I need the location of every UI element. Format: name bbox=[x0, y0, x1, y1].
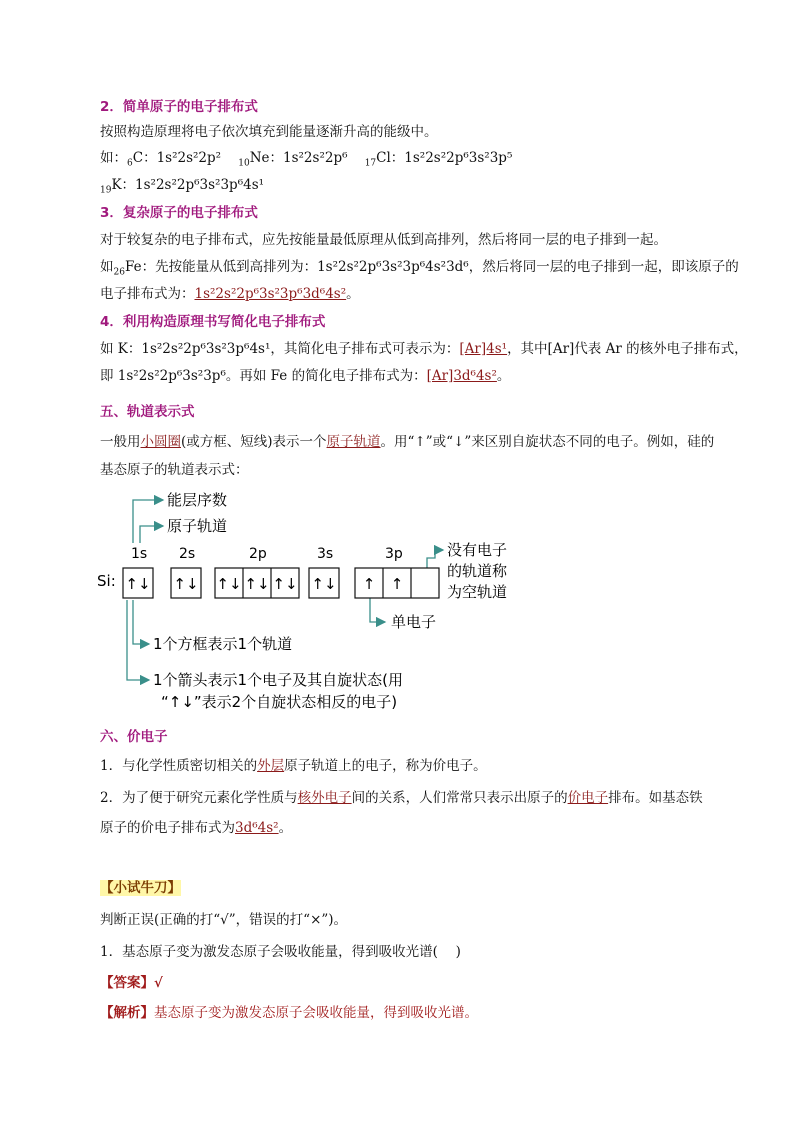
text: 电子排布式为： bbox=[100, 286, 195, 302]
text: Fe：先按能量从低到高排列为：1s²2s²2p⁶3s²3p⁶4s²3d⁶，然后将同一层的电子排到一起，即该原子的 bbox=[124, 259, 739, 275]
explanation-tag: 【解析】 bbox=[100, 1005, 154, 1021]
paragraph: 对于较复杂的电子排布式，应先按能量最低原理从低到高排列，然后将同一层的电子排到一起。 bbox=[100, 232, 667, 248]
paragraph bbox=[100, 257, 739, 283]
quiz-tag-text: 【小试牛刀】 bbox=[100, 880, 181, 896]
section-heading-orbital-diagram: 五、轨道表示式 bbox=[100, 404, 195, 420]
text: (或方框、短线)表示一个 bbox=[181, 434, 327, 450]
section-heading-simplified-config: 4．利用构造原理书写简化电子排布式 bbox=[100, 314, 326, 330]
section-heading-valence: 六、价电子 bbox=[100, 729, 168, 745]
orbital-diagram bbox=[95, 488, 535, 718]
paragraph bbox=[100, 432, 714, 452]
paragraph bbox=[100, 284, 360, 304]
arrow-note: “↑↓”表示2个自旋状态相反的电子) bbox=[161, 693, 398, 711]
example-line bbox=[100, 175, 264, 201]
empty-orbital-note: 没有电子 bbox=[447, 541, 508, 559]
text: 一般用 bbox=[100, 434, 141, 450]
text: 。 bbox=[496, 368, 511, 384]
answer-value: √ bbox=[154, 975, 163, 991]
atomic-number: 6 bbox=[127, 158, 133, 169]
answer-blank: 核外电子 bbox=[297, 790, 352, 806]
answer-blank: 3d⁶4s² bbox=[235, 820, 279, 836]
pointer-orbital bbox=[140, 526, 163, 543]
answer-blank: 外层 bbox=[257, 758, 285, 774]
explanation-text: 基态原子变为激发态原子会吸收能量，得到吸收光谱。 bbox=[154, 1005, 478, 1021]
text: 如 K：1s²2s²2p⁶3s²3p⁶4s¹，其简化电子排布式可表示为： bbox=[100, 341, 460, 357]
paragraph bbox=[100, 756, 487, 776]
empty-orbital-note: 的轨道称 bbox=[447, 562, 508, 580]
electron-pair: ↑↓ bbox=[173, 575, 199, 593]
sublevel-label-3s: 3s bbox=[317, 546, 334, 562]
text: 间的关系，人们常常只表示出原子的 bbox=[351, 790, 568, 806]
answer-blank: [Ar]3d⁶4s² bbox=[426, 368, 497, 384]
sublevel-label-2s: 2s bbox=[179, 546, 196, 562]
quiz-instruction: 判断正误(正确的打“√”，错误的打“×”)。 bbox=[100, 912, 348, 928]
section-heading-simple-config: 2．简单原子的电子排布式 bbox=[100, 99, 258, 115]
section-heading-complex-config: 3．复杂原子的电子排布式 bbox=[100, 205, 258, 221]
text: 。用“↑”或“↓”来区别自旋状态不同的电子。例如，硅的 bbox=[380, 434, 715, 450]
label-orbital: 原子轨道 bbox=[167, 517, 228, 535]
paragraph bbox=[100, 818, 292, 838]
sublevel-label-1s: 1s bbox=[131, 546, 148, 562]
label-energy-level: 能层序数 bbox=[167, 491, 228, 509]
text: 如 bbox=[100, 259, 114, 275]
example-prefix: 如： bbox=[100, 150, 127, 166]
single-electron-label: 单电子 bbox=[391, 613, 437, 631]
empty-orbital-note: 为空轨道 bbox=[447, 583, 508, 601]
example-chlorine: Cl：1s²2s²2p⁶3s²3p⁵ bbox=[376, 150, 513, 166]
atomic-number: 19 bbox=[100, 185, 112, 196]
electron-pair: ↑↓ bbox=[311, 575, 337, 593]
text: 即 1s²2s²2p⁶3s²3p⁶。再如 Fe 的简化电子排布式为： bbox=[100, 368, 427, 384]
pointer-energy-level bbox=[133, 500, 163, 543]
sublevel-label-2p: 2p bbox=[249, 546, 267, 562]
paragraph: 按照构造原理将电子依次填充到能量逐渐升高的能级中。 bbox=[100, 124, 438, 140]
single-electron-arrow: ↑ bbox=[362, 575, 376, 593]
text: 1．与化学性质密切相关的 bbox=[100, 758, 258, 774]
pointer-empty-orbital bbox=[427, 550, 443, 568]
text: 原子轨道上的电子，称为价电子。 bbox=[284, 758, 487, 774]
atomic-number: 10 bbox=[238, 158, 250, 169]
electron-pair: ↑↓ bbox=[272, 575, 298, 593]
electron-pair: ↑↓ bbox=[125, 575, 151, 593]
quiz-question: 1．基态原子变为激发态原子会吸收能量，得到吸收光谱( ) bbox=[100, 944, 461, 960]
text: 。 bbox=[278, 820, 293, 836]
arrow-note: 1个箭头表示1个电子及其自旋状态(用 bbox=[153, 671, 403, 689]
text: 原子的价电子排布式为 bbox=[100, 820, 235, 836]
atomic-number: 26 bbox=[113, 267, 125, 278]
example-line bbox=[100, 148, 512, 174]
answer-blank: 价电子 bbox=[567, 790, 609, 806]
single-electron-arrow: ↑ bbox=[390, 575, 404, 593]
text: 。 bbox=[346, 286, 360, 302]
paragraph bbox=[100, 366, 510, 386]
example-neon: Ne：1s²2s²2p⁶ bbox=[249, 150, 348, 166]
box-note: 1个方框表示1个轨道 bbox=[153, 635, 293, 653]
example-carbon: C：1s²2s²2p² bbox=[132, 150, 222, 166]
explanation-line bbox=[100, 1003, 478, 1023]
text: 排布。如基态铁 bbox=[608, 790, 703, 806]
text: 2．为了便于研究元素化学性质与 bbox=[100, 790, 298, 806]
pointer-arrow-note bbox=[127, 600, 149, 680]
electron-pair: ↑↓ bbox=[216, 575, 242, 593]
answer-blank: 1s²2s²2p⁶3s²3p⁶3d⁶4s² bbox=[194, 286, 347, 302]
quiz-tag bbox=[100, 878, 181, 898]
answer-blank: [Ar]4s¹ bbox=[459, 341, 508, 357]
element-symbol: Si: bbox=[97, 572, 116, 590]
sublevel-label-3p: 3p bbox=[385, 546, 403, 562]
text: ，其中[Ar]代表 Ar 的核外电子排布式， bbox=[507, 341, 748, 357]
paragraph bbox=[100, 788, 703, 808]
electron-pair: ↑↓ bbox=[244, 575, 270, 593]
pointer-box-note bbox=[133, 600, 149, 644]
example-potassium: K：1s²2s²2p⁶3s²3p⁶4s¹ bbox=[111, 177, 265, 193]
answer-blank: 小圆圈 bbox=[140, 434, 181, 450]
atomic-number: 17 bbox=[364, 158, 377, 169]
paragraph bbox=[100, 339, 748, 359]
answer-tag: 【答案】 bbox=[100, 975, 154, 991]
answer-blank: 原子轨道 bbox=[326, 434, 381, 450]
answer-line bbox=[100, 973, 163, 993]
paragraph: 基态原子的轨道表示式： bbox=[100, 462, 249, 478]
pointer-single-electron bbox=[370, 598, 385, 622]
